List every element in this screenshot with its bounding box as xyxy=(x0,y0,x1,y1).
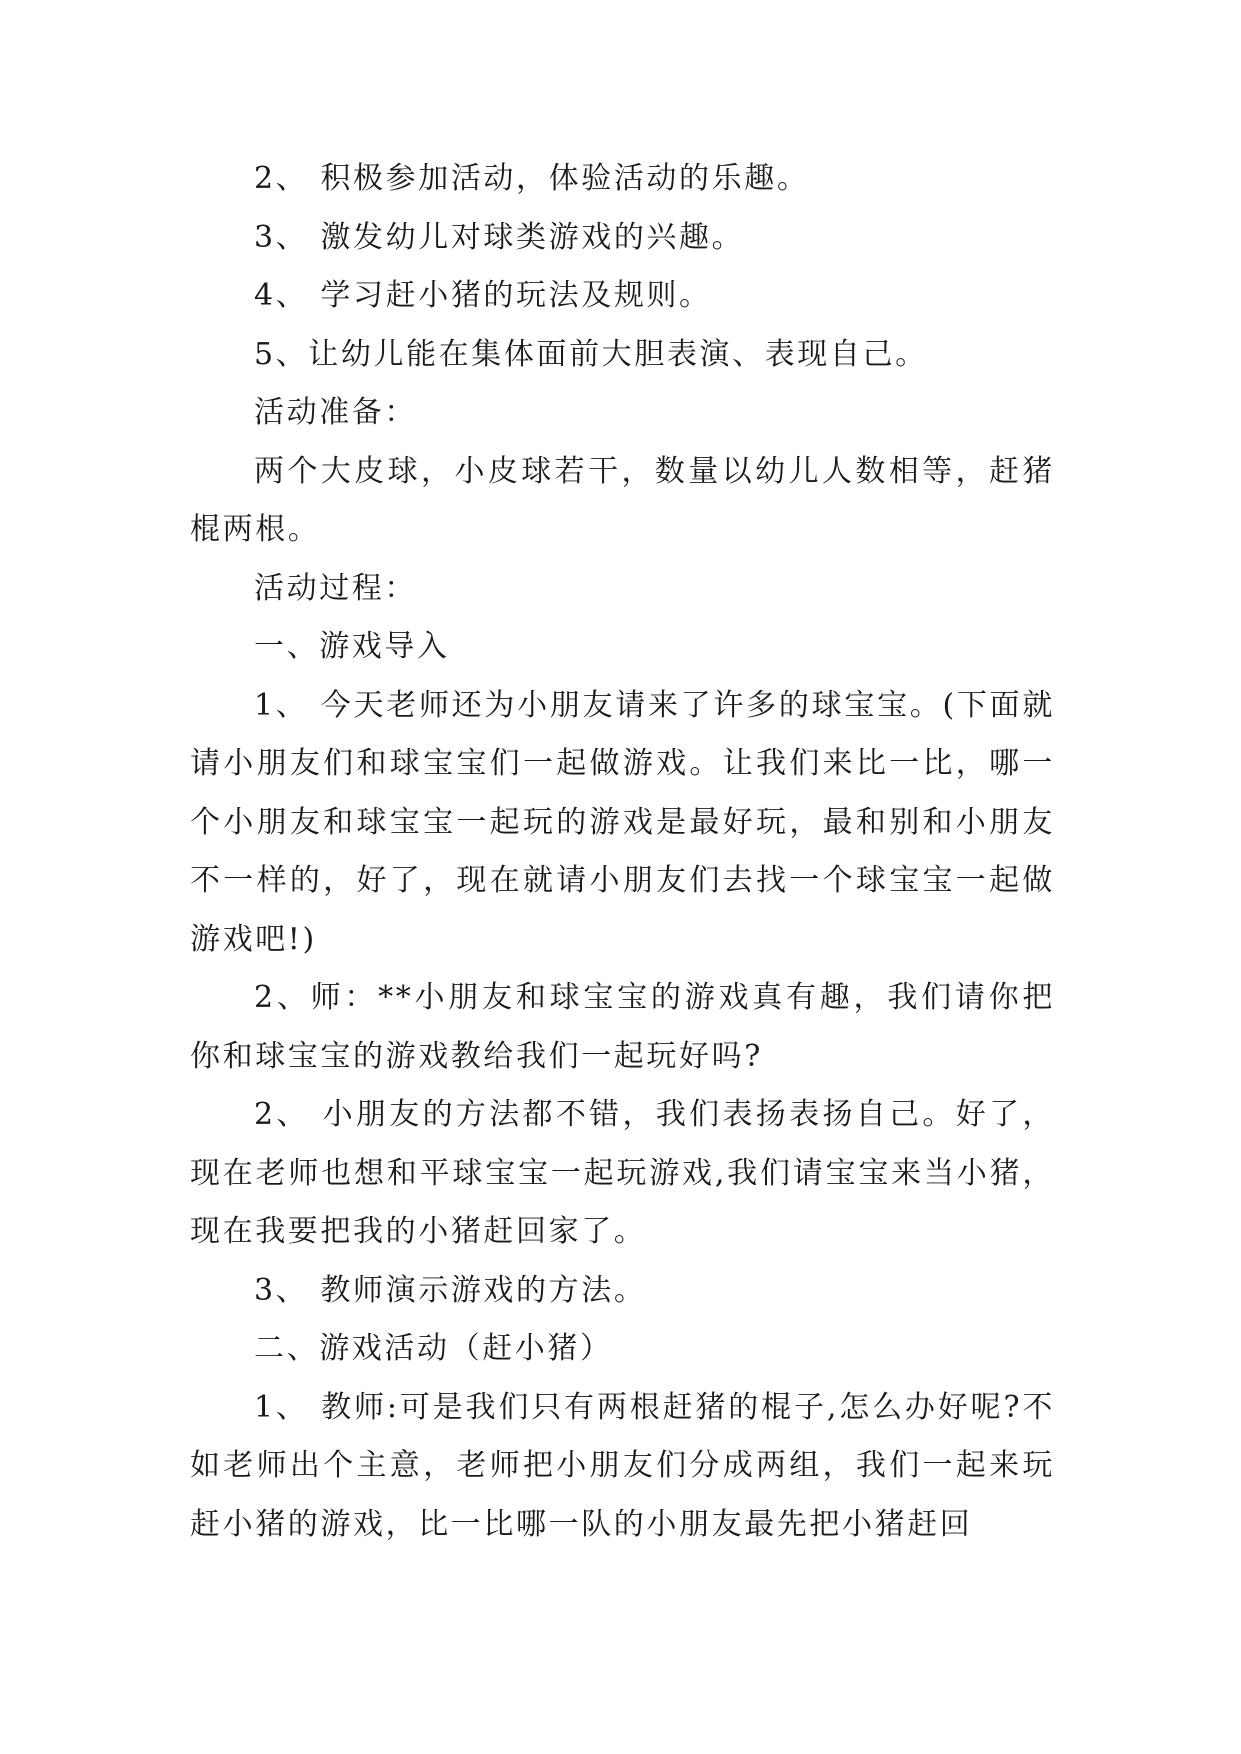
process-step-3: 3、 教师演示游戏的方法。 xyxy=(254,1272,647,1308)
objective-item-4: 4、 学习赶小猪的玩法及规则。 xyxy=(254,278,712,313)
objective-item-2: 2、 积极参加活动，体验活动的乐趣。 xyxy=(254,161,810,196)
section-heading-preparation: 活动准备： xyxy=(254,395,417,430)
section-heading-process: 活动过程： xyxy=(254,570,417,606)
activity-step-1: 1、 教师:可是我们只有两根赶猪的棍子,怎么办好呢?不如老师出个主意，老师把小朋友们分成两组，我们一起来玩赶小猪的游戏，比一比哪一队的小朋友最先把小猪赶回 xyxy=(190,1389,1055,1542)
process-step-1: 1、 今天老师还为小朋友请来了许多的球宝宝。(下面就请小朋友们和球宝宝们一起做游戏。让我们来比一比，哪一个小朋友和球宝宝一起玩的游戏是最好玩，最和别和小朋友不一样的，好了，现在就请小朋友们去找一个球宝宝一起做游戏吧!) xyxy=(190,687,1055,957)
process-step-2b: 2、 小朋友的方法都不错，我们表扬表扬自己。好了，现在老师也想和平球宝宝一起玩游戏,我们请宝宝来当小猪，现在我要把我的小猪赶回家了。 xyxy=(190,1097,1055,1249)
objective-item-3: 3、 激发幼儿对球类游戏的兴趣。 xyxy=(254,219,745,255)
subheading-game-activity: 二、游戏活动（赶小猪） xyxy=(254,1331,613,1366)
process-step-2a: 2、师：**小朋友和球宝宝的游戏真有趣，我们请你把你和球宝宝的游戏教给我们一起玩好吗? xyxy=(190,980,1055,1074)
subheading-game-intro: 一、游戏导入 xyxy=(254,629,450,664)
preparation-text: 两个大皮球，小皮球若干，数量以幼儿人数相等，赶猪棍两根。 xyxy=(190,453,1055,547)
document-body xyxy=(190,150,1055,1554)
objective-item-5: 5、让幼儿能在集体面前大胆表演、表现自己。 xyxy=(254,336,928,372)
